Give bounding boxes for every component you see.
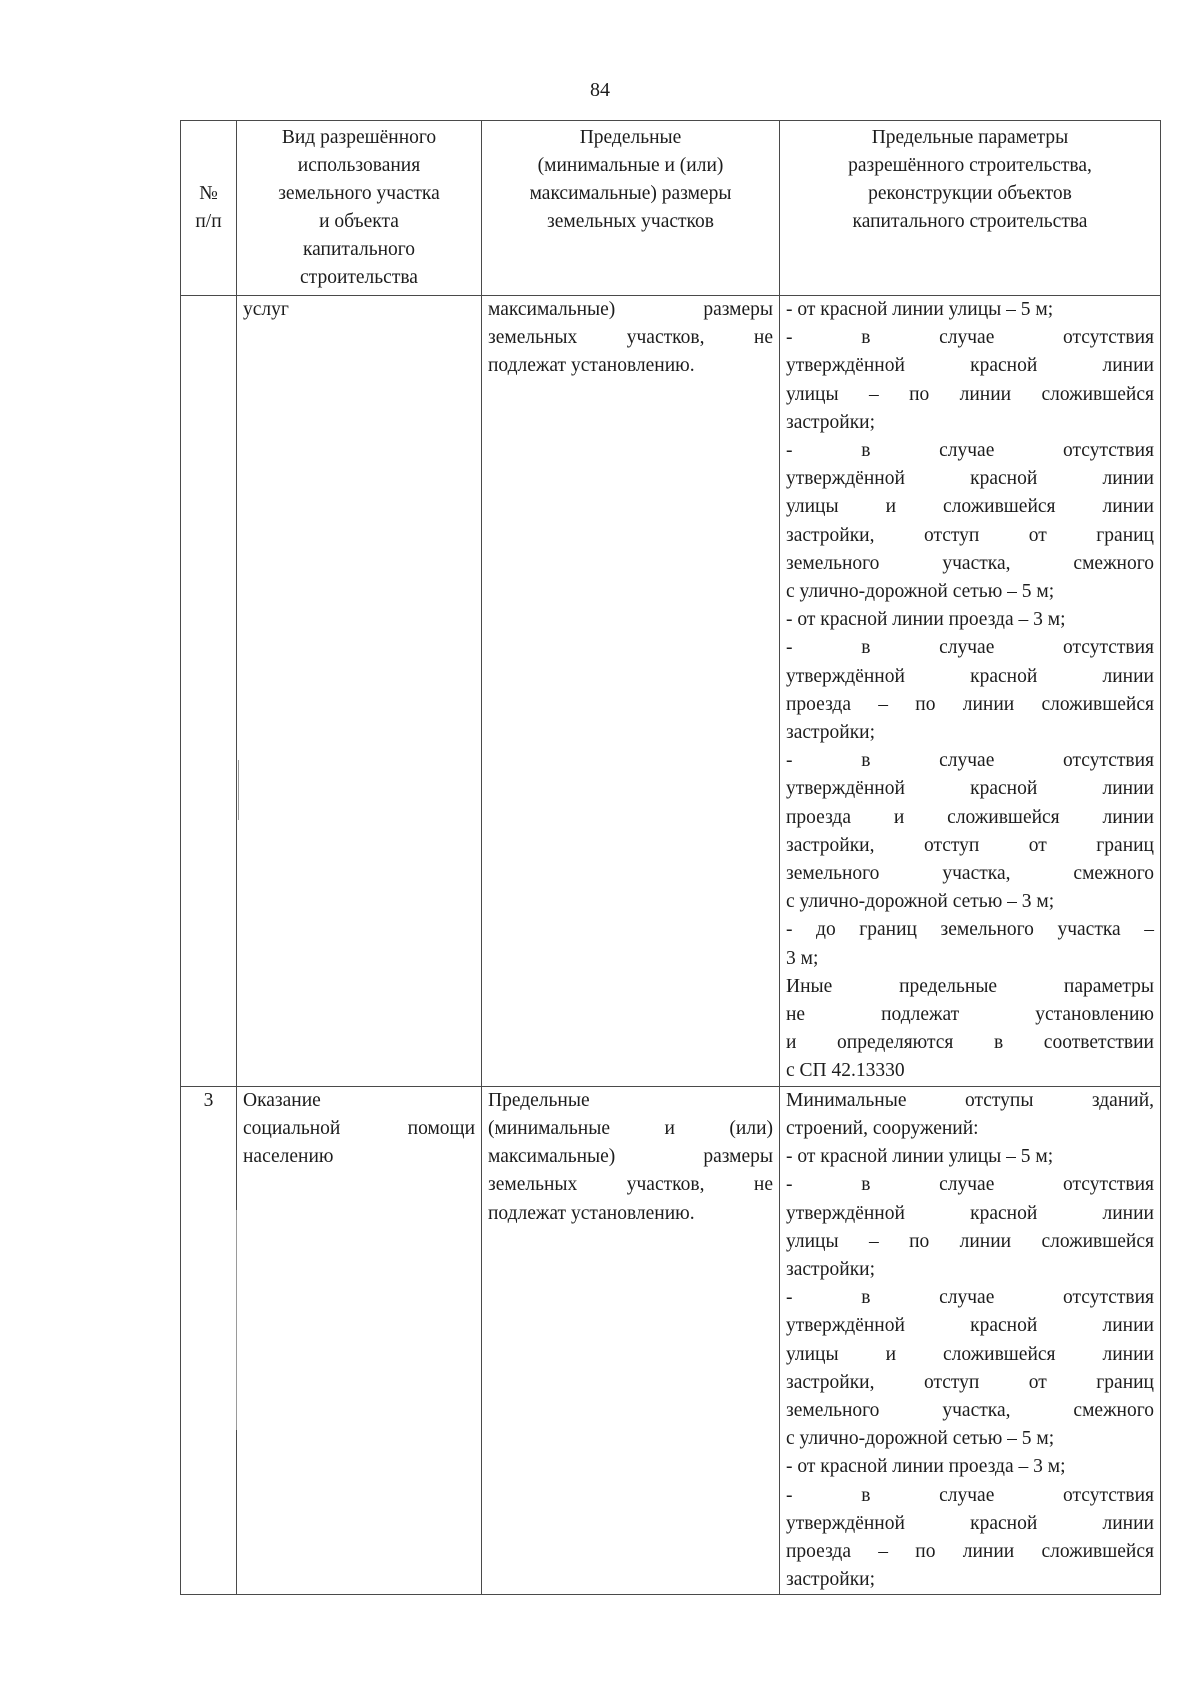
cell-line: застройки;: [786, 1258, 876, 1280]
cell-use-type: [237, 296, 482, 1087]
cell-line: с СП 42.13330: [786, 1060, 905, 1082]
header-number: [181, 121, 237, 296]
header-params-line: реконструкции объектов: [868, 183, 1072, 204]
header-size-limits-line: земельных участков: [547, 211, 714, 232]
row-number: 3: [203, 1089, 214, 1111]
cell-line: улицы и сложившейся линии: [786, 496, 1154, 518]
header-params-line: Предельные параметры: [871, 127, 1069, 148]
cell-line: земельного участка, смежного: [786, 552, 1154, 574]
cell-line: - от красной линии улицы – 5 м;: [786, 1146, 1054, 1168]
cell-line: с улично-дорожной сетью – 5 м;: [786, 581, 1055, 603]
cell-line: утверждённой красной линии: [786, 468, 1154, 490]
header-number-line: п/п: [195, 211, 222, 232]
cell-number: [181, 296, 237, 1087]
cell-size-limits: [482, 296, 780, 1087]
cell-line: населению: [243, 1146, 334, 1168]
cell-line: проезда – по линии сложившейся: [786, 1540, 1154, 1562]
cell-line: - в случае отсутствия: [786, 637, 1154, 659]
cell-line: подлежат установлению.: [488, 1202, 695, 1224]
table-row: [181, 1086, 1161, 1595]
header-use-type-line: строительства: [300, 267, 418, 288]
cell-line: строений, сооружений:: [786, 1117, 979, 1139]
scan-mark: [236, 1210, 237, 1430]
cell-line: земельного участка, смежного: [786, 863, 1154, 885]
cell-line: земельных участков, не: [488, 327, 773, 349]
cell-line: застройки, отступ от границ: [786, 524, 1154, 546]
cell-line: застройки;: [786, 411, 876, 433]
header-size-limits-line: максимальные) размеры: [529, 183, 732, 204]
cell-line: Иные предельные параметры: [786, 975, 1154, 997]
cell-params: [780, 296, 1161, 1087]
header-use-type-line: использования: [297, 155, 421, 176]
cell-line: - в случае отсутствия: [786, 1287, 1154, 1309]
header-use-type-line: и объекта: [319, 211, 399, 232]
header-use-type-line: капитального: [302, 239, 416, 260]
cell-line: - в случае отсутствия: [786, 1484, 1154, 1506]
cell-line: максимальные) размеры: [488, 1146, 773, 1168]
header-use-type-line: земельного участка: [278, 183, 440, 204]
cell-line: - в случае отсутствия: [786, 327, 1154, 349]
header-use-type-line: Вид разрешённого: [281, 127, 437, 148]
cell-line: социальной помощи: [243, 1117, 475, 1139]
cell-line: - до границ земельного участка –: [786, 919, 1154, 941]
cell-line: (минимальные и (или): [488, 1117, 773, 1139]
cell-line: - в случае отсутствия: [786, 440, 1154, 462]
cell-line: улицы – по линии сложившейся: [786, 383, 1154, 405]
cell-line: с улично-дорожной сетью – 3 м;: [786, 891, 1055, 913]
cell-line: не подлежат установлению: [786, 1004, 1154, 1026]
cell-line: проезда и сложившейся линии: [786, 806, 1154, 828]
cell-line: утверждённой красной линии: [786, 1315, 1154, 1337]
table-row: [181, 296, 1161, 1087]
zoning-table: [180, 120, 1161, 1595]
header-size-limits-line: Предельные: [579, 127, 682, 148]
cell-line: услуг: [243, 299, 289, 320]
cell-line: Минимальные отступы зданий,: [786, 1089, 1154, 1111]
cell-line: застройки;: [786, 722, 876, 744]
cell-line: застройки;: [786, 1569, 876, 1591]
cell-line: - от красной линии проезда – 3 м;: [786, 1456, 1066, 1478]
header-size-limits-line: (минимальные и (или): [537, 155, 724, 176]
cell-line: земельного участка, смежного: [786, 1399, 1154, 1421]
cell-line: улицы – по линии сложившейся: [786, 1230, 1154, 1252]
cell-number: [181, 1086, 237, 1595]
header-params-line: разрешённого строительства,: [848, 155, 1092, 176]
cell-line: 3 м;: [786, 947, 819, 969]
cell-line: улицы и сложившейся линии: [786, 1343, 1154, 1365]
page-number: 84: [590, 79, 610, 101]
cell-params: [780, 1086, 1161, 1595]
cell-line: - в случае отсутствия: [786, 750, 1154, 772]
cell-line: максимальные) размеры: [488, 299, 773, 320]
header-params-line: капитального строительства: [852, 211, 1088, 232]
cell-line: утверждённой красной линии: [786, 1202, 1154, 1224]
cell-line: утверждённой красной линии: [786, 355, 1154, 377]
table-body: [181, 296, 1161, 1595]
cell-line: с улично-дорожной сетью – 5 м;: [786, 1428, 1055, 1450]
header-params: [780, 121, 1161, 296]
cell-line: утверждённой красной линии: [786, 1512, 1154, 1534]
scan-mark: [238, 760, 239, 820]
cell-line: - от красной линии улицы – 5 м;: [786, 299, 1054, 320]
cell-line: - от красной линии проезда – 3 м;: [786, 609, 1066, 631]
cell-line: застройки, отступ от границ: [786, 834, 1154, 856]
header-size-limits: [482, 121, 780, 296]
cell-size-limits: [482, 1086, 780, 1595]
cell-line: утверждённой красной линии: [786, 778, 1154, 800]
cell-line: и определяются в соответствии: [786, 1032, 1154, 1054]
header-use-type: [237, 121, 482, 296]
cell-line: Оказание: [243, 1089, 321, 1111]
cell-use-type: [237, 1086, 482, 1595]
cell-line: - в случае отсутствия: [786, 1174, 1154, 1196]
cell-line: подлежат установлению.: [488, 355, 695, 377]
cell-line: утверждённой красной линии: [786, 665, 1154, 687]
cell-line: проезда – по линии сложившейся: [786, 693, 1154, 715]
header-number-line: №: [199, 183, 218, 204]
table-header: [181, 121, 1161, 296]
header-row: [181, 121, 1161, 296]
cell-line: застройки, отступ от границ: [786, 1371, 1154, 1393]
cell-line: Предельные: [488, 1089, 590, 1111]
cell-line: земельных участков, не: [488, 1174, 773, 1196]
